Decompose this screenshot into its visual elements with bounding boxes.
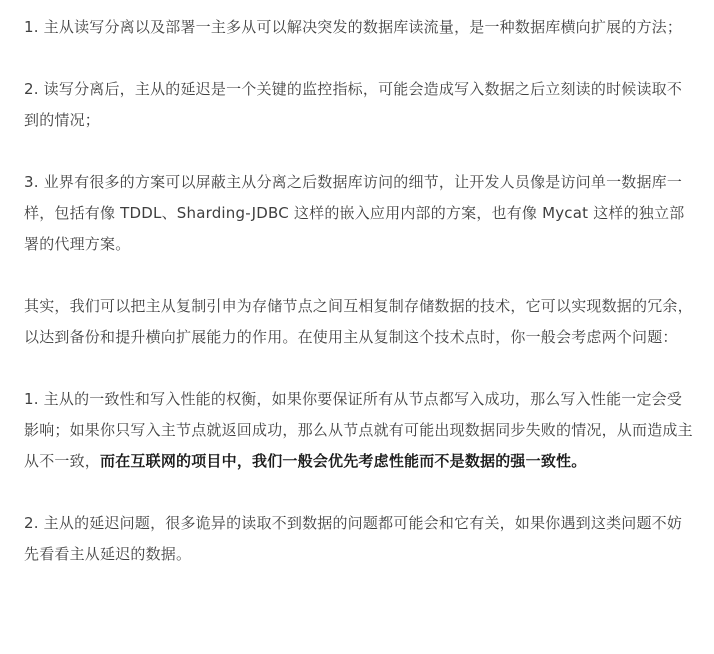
summary-point-3 (24, 167, 696, 260)
replication-intro-paragraph (24, 291, 696, 353)
summary-point-3-text: 3. 业界有很多的方案可以屏蔽主从分离之后数据库访问的细节，让开发人员像是访问单一数据库一样，包括有像 TDDL、Sharding-JDBC 这样的嵌入应用内部的方案，也有像 Mycat 这样的独立部署的代理方案。 (24, 173, 685, 253)
summary-point-1 (24, 12, 696, 43)
issue-point-1 (24, 384, 696, 477)
summary-point-1-text: 1. 主从读写分离以及部署一主多从可以解决突发的数据库读流量，是一种数据库横向扩展的方法； (24, 18, 683, 36)
issue-point-2-text: 2. 主从的延迟问题，很多诡异的读取不到数据的问题都可能会和它有关，如果你遇到这类问题不妨先看看主从延迟的数据。 (24, 514, 683, 563)
issue-point-2 (24, 508, 696, 570)
replication-intro-text: 其实，我们可以把主从复制引申为存储节点之间互相复制存储数据的技术，它可以实现数据的冗余，以达到备份和提升横向扩展能力的作用。在使用主从复制这个技术点时，你一般会考虑两个问题： (24, 297, 693, 346)
summary-point-2 (24, 74, 696, 136)
issue-point-1-emphasis: 而在互联网的项目中，我们一般会优先考虑性能而不是数据的强一致性。 (100, 452, 587, 470)
summary-point-2-text: 2. 读写分离后，主从的延迟是一个关键的监控指标，可能会造成写入数据之后立刻读的时候读取不到的情况； (24, 80, 683, 129)
issue-point-1-text: 1. 主从的一致性和写入性能的权衡，如果你要保证所有从节点都写入成功，那么写入性能一定会受影响；如果你只写入主节点就返回成功，那么从节点就有可能出现数据同步失败的情况，从而造成主从不一致， (24, 390, 693, 470)
